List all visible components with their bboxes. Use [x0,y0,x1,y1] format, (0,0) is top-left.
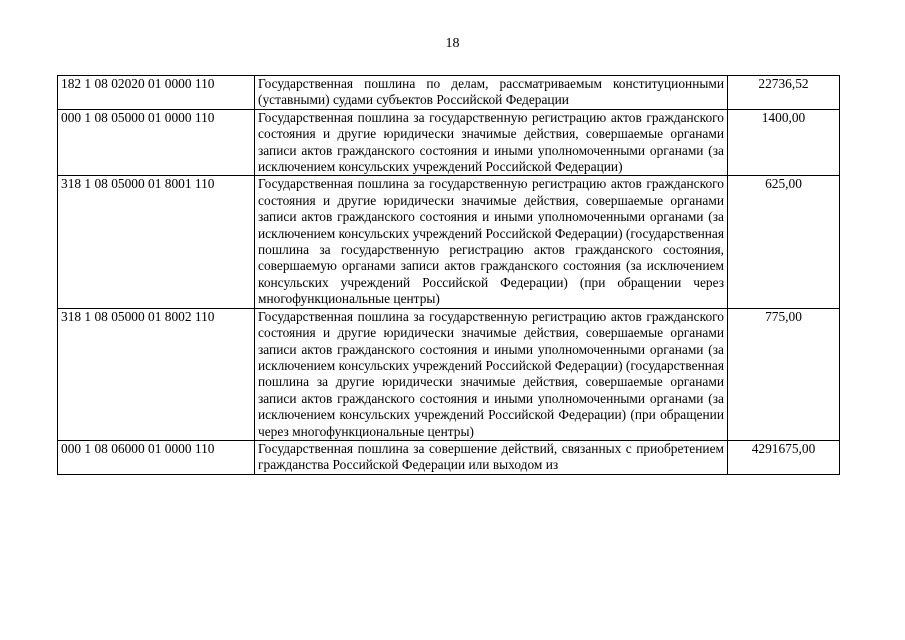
description-cell: Государственная пошлина за государственную регистрацию актов гражданского состояния и другие юридически значимые действия, совершаемые органами записи актов гражданского состояния и иными уполномоченными органами (за исключением консульских учреждений Российской Федерации) (государственная пошлина за другие юридически значимые действия, совершаемые органами записи актов гражданского состояния и иными уполномоченными органами (за исключением консульских учреждений Российской Федерации) (при обращении через многофункциональные центры) [255,308,728,440]
page-number: 18 [445,36,460,51]
table-row [58,176,840,308]
budget-code-cell: 318 1 08 05000 01 8001 110 [58,176,255,308]
description-cell: Государственная пошлина по делам, рассматриваемым конституционными (уставными) судами субъектов Российской Федерации [255,76,728,110]
table-row [58,308,840,440]
amount-cell: 4291675,00 [728,440,840,474]
amount-cell: 625,00 [728,176,840,308]
amount-cell: 775,00 [728,308,840,440]
description-cell: Государственная пошлина за совершение действий, связанных с приобретением гражданства Российской Федерации или выходом из [255,440,728,474]
amount-cell: 22736,52 [728,76,840,110]
description-cell: Государственная пошлина за государственную регистрацию актов гражданского состояния и другие юридически значимые действия, совершаемые органами записи актов гражданского состояния и иными уполномоченными органами (за исключением консульских учреждений Российской Федерации) [255,109,728,176]
table-row [58,440,840,474]
budget-code-cell: 182 1 08 02020 01 0000 110 [58,76,255,110]
budget-code-cell: 000 1 08 06000 01 0000 110 [58,440,255,474]
budget-code-cell: 000 1 08 05000 01 0000 110 [58,109,255,176]
budget-code-cell: 318 1 08 05000 01 8002 110 [58,308,255,440]
table-row [58,109,840,176]
revenue-table [57,75,840,475]
description-cell: Государственная пошлина за государственную регистрацию актов гражданского состояния и другие юридически значимые действия, совершаемые органами записи актов гражданского состояния и иными уполномоченными органами (за исключением консульских учреждений Российской Федерации) (государственная пошлина за государственную регистрацию актов гражданского состояния, совершаемую органами записи актов гражданского состояния (за исключением консульских учреждений Российской Федерации) (при обращении через многофункциональные центры) [255,176,728,308]
table-row [58,76,840,110]
amount-cell: 1400,00 [728,109,840,176]
